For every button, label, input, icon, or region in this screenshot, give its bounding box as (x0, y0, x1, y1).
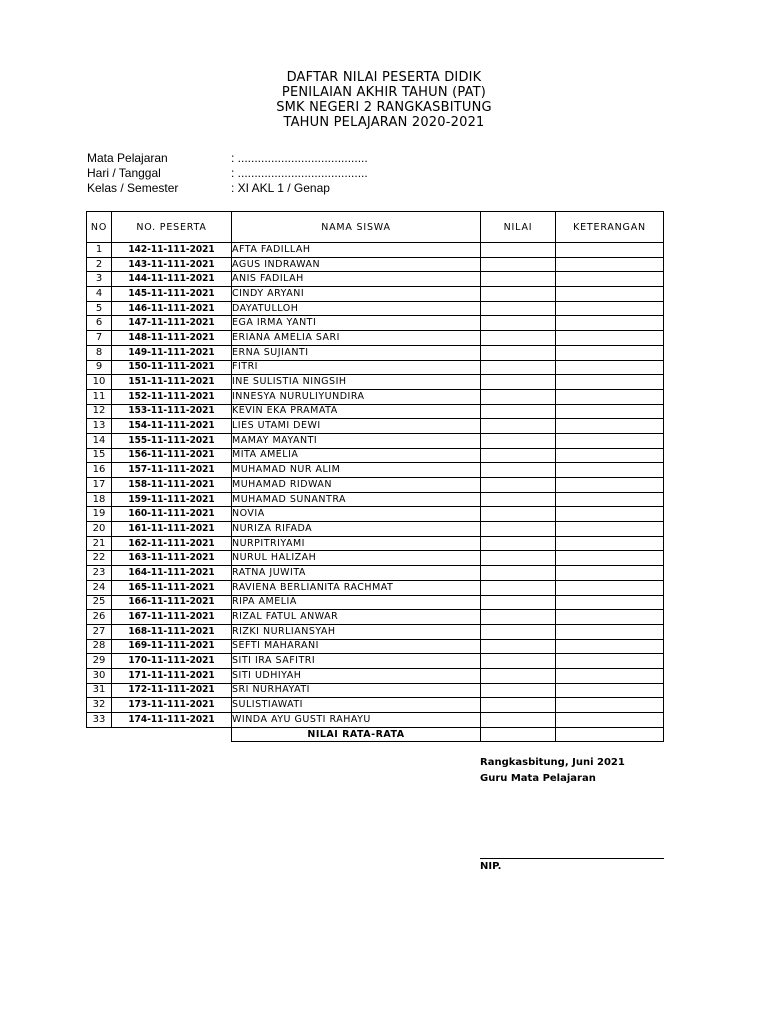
row-nama-siswa: RAVIENA BERLIANITA RACHMAT (232, 580, 481, 595)
row-nilai-cell[interactable] (481, 713, 556, 728)
row-no: 8 (87, 345, 112, 360)
row-no: 26 (87, 610, 112, 625)
meta-info (87, 151, 368, 196)
row-nama-siswa: KEVIN EKA PRAMATA (232, 404, 481, 419)
row-nilai-cell[interactable] (481, 331, 556, 346)
nip-label: NIP. (480, 861, 502, 872)
row-keterangan-cell[interactable] (556, 287, 664, 302)
row-no: 19 (87, 507, 112, 522)
row-nilai-cell[interactable] (481, 316, 556, 331)
table-row (87, 463, 664, 478)
document-title (0, 70, 768, 130)
row-nilai-cell[interactable] (481, 698, 556, 713)
row-keterangan-cell[interactable] (556, 375, 664, 390)
row-no-peserta: 153-11-111-2021 (112, 404, 232, 419)
table-row (87, 448, 664, 463)
row-keterangan-cell[interactable] (556, 639, 664, 654)
row-keterangan-cell[interactable] (556, 507, 664, 522)
row-nama-siswa: NOVIA (232, 507, 481, 522)
row-no-peserta: 154-11-111-2021 (112, 419, 232, 434)
table-row (87, 507, 664, 522)
row-keterangan-cell[interactable] (556, 713, 664, 728)
table-body (87, 243, 664, 728)
row-no-peserta: 157-11-111-2021 (112, 463, 232, 478)
table-row (87, 419, 664, 434)
row-no: 31 (87, 683, 112, 698)
row-no-peserta: 147-11-111-2021 (112, 316, 232, 331)
row-keterangan-cell[interactable] (556, 654, 664, 669)
row-no-peserta: 158-11-111-2021 (112, 478, 232, 493)
row-keterangan-cell[interactable] (556, 595, 664, 610)
row-no: 18 (87, 492, 112, 507)
row-nama-siswa: LIES UTAMI DEWI (232, 419, 481, 434)
class-value: : XI AKL 1 / Genap (231, 181, 330, 195)
row-nilai-cell[interactable] (481, 492, 556, 507)
row-no: 1 (87, 243, 112, 258)
row-keterangan-cell[interactable] (556, 522, 664, 537)
row-nilai-cell[interactable] (481, 478, 556, 493)
row-keterangan-cell[interactable] (556, 624, 664, 639)
row-no-peserta: 173-11-111-2021 (112, 698, 232, 713)
row-keterangan-cell[interactable] (556, 698, 664, 713)
row-no: 20 (87, 522, 112, 537)
row-no-peserta: 163-11-111-2021 (112, 551, 232, 566)
table-row (87, 316, 664, 331)
row-no: 5 (87, 301, 112, 316)
row-nilai-cell[interactable] (481, 580, 556, 595)
header-nama-siswa: NAMA SISWA (232, 212, 481, 243)
row-no-peserta: 146-11-111-2021 (112, 301, 232, 316)
table-row (87, 522, 664, 537)
row-nilai-cell[interactable] (481, 433, 556, 448)
row-no: 22 (87, 551, 112, 566)
row-no-peserta: 160-11-111-2021 (112, 507, 232, 522)
date-label: Hari / Tanggal (87, 166, 161, 180)
row-no-peserta: 150-11-111-2021 (112, 360, 232, 375)
row-keterangan-cell[interactable] (556, 360, 664, 375)
row-keterangan-cell[interactable] (556, 448, 664, 463)
table-row (87, 243, 664, 258)
row-nilai-cell[interactable] (481, 287, 556, 302)
meta-subject-row (87, 151, 368, 166)
class-label: Kelas / Semester (87, 181, 179, 195)
grades-table (86, 211, 664, 742)
row-keterangan-cell[interactable] (556, 683, 664, 698)
row-no: 6 (87, 316, 112, 331)
table-row (87, 389, 664, 404)
row-no-peserta: 165-11-111-2021 (112, 580, 232, 595)
row-nilai-cell[interactable] (481, 301, 556, 316)
row-no: 24 (87, 580, 112, 595)
average-row (87, 727, 664, 742)
row-nama-siswa: INE SULISTIA NINGSIH (232, 375, 481, 390)
row-nilai-cell[interactable] (481, 522, 556, 537)
signature-role: Guru Mata Pelajaran (480, 773, 596, 784)
row-nama-siswa: AFTA FADILLAH (232, 243, 481, 258)
row-nama-siswa: FITRI (232, 360, 481, 375)
table-row (87, 536, 664, 551)
row-keterangan-cell[interactable] (556, 272, 664, 287)
row-nilai-cell[interactable] (481, 272, 556, 287)
row-nama-siswa: SEFTI MAHARANI (232, 639, 481, 654)
table-row (87, 654, 664, 669)
row-nilai-cell[interactable] (481, 404, 556, 419)
row-no: 23 (87, 566, 112, 581)
subject-label: Mata Pelajaran (87, 151, 168, 165)
row-nilai-cell[interactable] (481, 595, 556, 610)
table-row (87, 331, 664, 346)
row-keterangan-cell[interactable] (556, 404, 664, 419)
table-row (87, 713, 664, 728)
meta-date-row (87, 166, 368, 181)
row-nama-siswa: SITI UDHIYAH (232, 668, 481, 683)
table-row (87, 345, 664, 360)
title-line-1: DAFTAR NILAI PESERTA DIDIK (286, 70, 482, 85)
row-no-peserta: 151-11-111-2021 (112, 375, 232, 390)
row-no-peserta: 149-11-111-2021 (112, 345, 232, 360)
row-nama-siswa: RATNA JUWITA (232, 566, 481, 581)
table-row (87, 698, 664, 713)
row-no-peserta: 169-11-111-2021 (112, 639, 232, 654)
table-row (87, 668, 664, 683)
row-keterangan-cell[interactable] (556, 463, 664, 478)
row-no: 33 (87, 713, 112, 728)
row-nama-siswa: NURUL HALIZAH (232, 551, 481, 566)
row-no-peserta: 152-11-111-2021 (112, 389, 232, 404)
title-line-2: PENILAIAN AKHIR TAHUN (PAT) (281, 85, 487, 100)
row-no: 2 (87, 257, 112, 272)
row-no-peserta: 164-11-111-2021 (112, 566, 232, 581)
row-keterangan-cell[interactable] (556, 478, 664, 493)
row-nama-siswa: CINDY ARYANI (232, 287, 481, 302)
row-no: 12 (87, 404, 112, 419)
table-row (87, 551, 664, 566)
row-no: 21 (87, 536, 112, 551)
header-no-peserta: NO. PESERTA (112, 212, 232, 243)
row-keterangan-cell[interactable] (556, 389, 664, 404)
row-nilai-cell[interactable] (481, 360, 556, 375)
header-keterangan: KETERANGAN (556, 212, 664, 243)
row-no: 28 (87, 639, 112, 654)
row-nilai-cell[interactable] (481, 536, 556, 551)
table-row (87, 595, 664, 610)
row-nilai-cell[interactable] (481, 507, 556, 522)
row-nama-siswa: SULISTIAWATI (232, 698, 481, 713)
row-no: 17 (87, 478, 112, 493)
row-no-peserta: 155-11-111-2021 (112, 433, 232, 448)
row-no-peserta: 145-11-111-2021 (112, 287, 232, 302)
average-note-cell[interactable] (556, 727, 664, 742)
row-keterangan-cell[interactable] (556, 492, 664, 507)
row-no-peserta: 162-11-111-2021 (112, 536, 232, 551)
row-nama-siswa: MITA AMELIA (232, 448, 481, 463)
row-nilai-cell[interactable] (481, 448, 556, 463)
row-nama-siswa: NURPITRIYAMI (232, 536, 481, 551)
row-nilai-cell[interactable] (481, 654, 556, 669)
row-no: 27 (87, 624, 112, 639)
row-no-peserta: 144-11-111-2021 (112, 272, 232, 287)
row-nama-siswa: ERNA SUJIANTI (232, 345, 481, 360)
row-nama-siswa: NURIZA RIFADA (232, 522, 481, 537)
row-no: 10 (87, 375, 112, 390)
table-row (87, 404, 664, 419)
row-nilai-cell[interactable] (481, 419, 556, 434)
row-no: 7 (87, 331, 112, 346)
row-keterangan-cell[interactable] (556, 551, 664, 566)
row-keterangan-cell[interactable] (556, 331, 664, 346)
header-nilai: NILAI (481, 212, 556, 243)
row-no: 29 (87, 654, 112, 669)
row-no-peserta: 167-11-111-2021 (112, 610, 232, 625)
row-nama-siswa: RIZKI NURLIANSYAH (232, 624, 481, 639)
table-row (87, 257, 664, 272)
row-no-peserta: 166-11-111-2021 (112, 595, 232, 610)
row-nilai-cell[interactable] (481, 345, 556, 360)
row-no: 16 (87, 463, 112, 478)
row-nilai-cell[interactable] (481, 566, 556, 581)
row-keterangan-cell[interactable] (556, 316, 664, 331)
row-nama-siswa: AGUS INDRAWAN (232, 257, 481, 272)
row-nilai-cell[interactable] (481, 463, 556, 478)
row-keterangan-cell[interactable] (556, 301, 664, 316)
row-keterangan-cell[interactable] (556, 433, 664, 448)
table-row (87, 301, 664, 316)
row-nilai-cell[interactable] (481, 257, 556, 272)
row-no: 11 (87, 389, 112, 404)
table-row (87, 580, 664, 595)
row-nilai-cell[interactable] (481, 375, 556, 390)
row-no-peserta: 161-11-111-2021 (112, 522, 232, 537)
row-nama-siswa: EGA IRMA YANTI (232, 316, 481, 331)
row-nilai-cell[interactable] (481, 551, 556, 566)
row-nama-siswa: MUHAMAD RIDWAN (232, 478, 481, 493)
table-row (87, 610, 664, 625)
row-nilai-cell[interactable] (481, 668, 556, 683)
table-header-row (87, 212, 664, 243)
meta-class-row (87, 181, 368, 196)
table-row (87, 566, 664, 581)
table-row (87, 360, 664, 375)
table-row (87, 683, 664, 698)
average-spacer (87, 727, 112, 742)
title-line-3: SMK NEGERI 2 RANGKASBITUNG (276, 100, 492, 115)
row-nilai-cell[interactable] (481, 610, 556, 625)
table-row (87, 272, 664, 287)
table-row (87, 478, 664, 493)
row-no-peserta: 143-11-111-2021 (112, 257, 232, 272)
row-no: 30 (87, 668, 112, 683)
signature-line (480, 858, 664, 859)
row-no-peserta: 142-11-111-2021 (112, 243, 232, 258)
row-nama-siswa: ERIANA AMELIA SARI (232, 331, 481, 346)
average-spacer (112, 727, 232, 742)
row-nama-siswa: DAYATULLOH (232, 301, 481, 316)
date-value: : ....................................... (231, 166, 368, 180)
row-nilai-cell[interactable] (481, 389, 556, 404)
row-nama-siswa: MUHAMAD NUR ALIM (232, 463, 481, 478)
row-nilai-cell[interactable] (481, 243, 556, 258)
average-value-cell[interactable] (481, 727, 556, 742)
row-keterangan-cell[interactable] (556, 536, 664, 551)
row-no: 13 (87, 419, 112, 434)
row-keterangan-cell[interactable] (556, 610, 664, 625)
row-nilai-cell[interactable] (481, 624, 556, 639)
row-no-peserta: 159-11-111-2021 (112, 492, 232, 507)
row-nama-siswa: MAMAY MAYANTI (232, 433, 481, 448)
table-row (87, 375, 664, 390)
row-nilai-cell[interactable] (481, 683, 556, 698)
row-no: 15 (87, 448, 112, 463)
row-nama-siswa: RIZAL FATUL ANWAR (232, 610, 481, 625)
row-no: 14 (87, 433, 112, 448)
row-nama-siswa: SITI IRA SAFITRI (232, 654, 481, 669)
row-keterangan-cell[interactable] (556, 668, 664, 683)
row-keterangan-cell[interactable] (556, 580, 664, 595)
row-no: 3 (87, 272, 112, 287)
row-no-peserta: 148-11-111-2021 (112, 331, 232, 346)
row-nama-siswa: ANIS FADILAH (232, 272, 481, 287)
row-keterangan-cell[interactable] (556, 345, 664, 360)
table-row (87, 433, 664, 448)
row-no-peserta: 170-11-111-2021 (112, 654, 232, 669)
average-label: NILAI RATA-RATA (232, 727, 481, 742)
row-no-peserta: 156-11-111-2021 (112, 448, 232, 463)
row-nama-siswa: RIPA AMELIA (232, 595, 481, 610)
row-keterangan-cell[interactable] (556, 566, 664, 581)
table-row (87, 624, 664, 639)
table-row (87, 287, 664, 302)
row-nilai-cell[interactable] (481, 639, 556, 654)
row-keterangan-cell[interactable] (556, 257, 664, 272)
title-line-4: TAHUN PELAJARAN 2020-2021 (283, 115, 485, 130)
row-no: 9 (87, 360, 112, 375)
row-no: 32 (87, 698, 112, 713)
row-no-peserta: 172-11-111-2021 (112, 683, 232, 698)
signature-place-date: Rangkasbitung, Juni 2021 (480, 757, 625, 768)
row-keterangan-cell[interactable] (556, 419, 664, 434)
subject-value: : ....................................... (231, 151, 368, 165)
row-no: 25 (87, 595, 112, 610)
row-no-peserta: 168-11-111-2021 (112, 624, 232, 639)
row-no-peserta: 174-11-111-2021 (112, 713, 232, 728)
table-row (87, 639, 664, 654)
row-nama-siswa: WINDA AYU GUSTI RAHAYU (232, 713, 481, 728)
row-no: 4 (87, 287, 112, 302)
row-nama-siswa: SRI NURHAYATI (232, 683, 481, 698)
table-row (87, 492, 664, 507)
row-keterangan-cell[interactable] (556, 243, 664, 258)
row-nama-siswa: INNESYA NURULIYUNDIRA (232, 389, 481, 404)
row-nama-siswa: MUHAMAD SUNANTRA (232, 492, 481, 507)
row-no-peserta: 171-11-111-2021 (112, 668, 232, 683)
header-no: NO (87, 212, 112, 243)
